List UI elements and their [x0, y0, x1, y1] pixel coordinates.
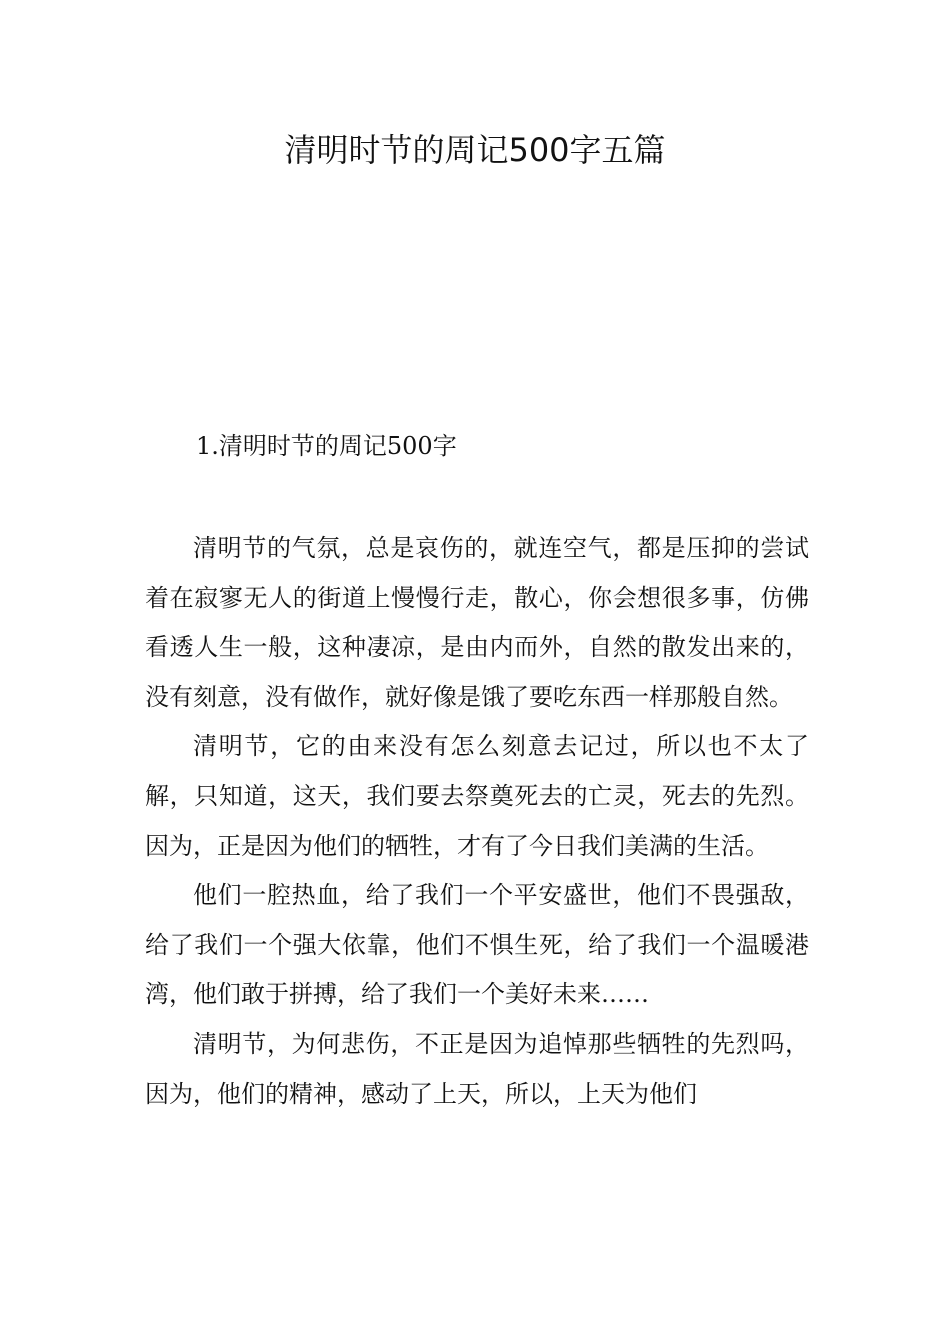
paragraph: 清明节，为何悲伤，不正是因为追悼那些牺牲的先烈吗，因为，他们的精神，感动了上天，所以，上天为他们 [145, 1029, 809, 1108]
body-text [145, 524, 809, 1119]
paragraph: 他们一腔热血，给了我们一个平安盛世，他们不畏强敌，给了我们一个强大依靠，他们不惧生死，给了我们一个温暖港湾，他们敢于拼搏，给了我们一个美好未来…… [145, 881, 809, 1009]
paragraph: 清明节的气氛，总是哀伤的，就连空气，都是压抑的尝试着在寂寥无人的街道上慢慢行走，散心，你会想很多事，仿佛看透人生一般，这种凄凉，是由内而外，自然的散发出来的，没有刻意，没有做作，就好像是饿了要吃东西一样那般自然。 [145, 534, 809, 711]
document-title: 清明时节的周记500字五篇 [284, 131, 666, 169]
section-heading: 1.清明时节的周记500字 [196, 432, 457, 460]
paragraph: 清明节，它的由来没有怎么刻意去记过，所以也不太了解，只知道，这天，我们要去祭奠死去的亡灵，死去的先烈。因为，正是因为他们的牺牲，才有了今日我们美满的生活。 [145, 732, 809, 860]
